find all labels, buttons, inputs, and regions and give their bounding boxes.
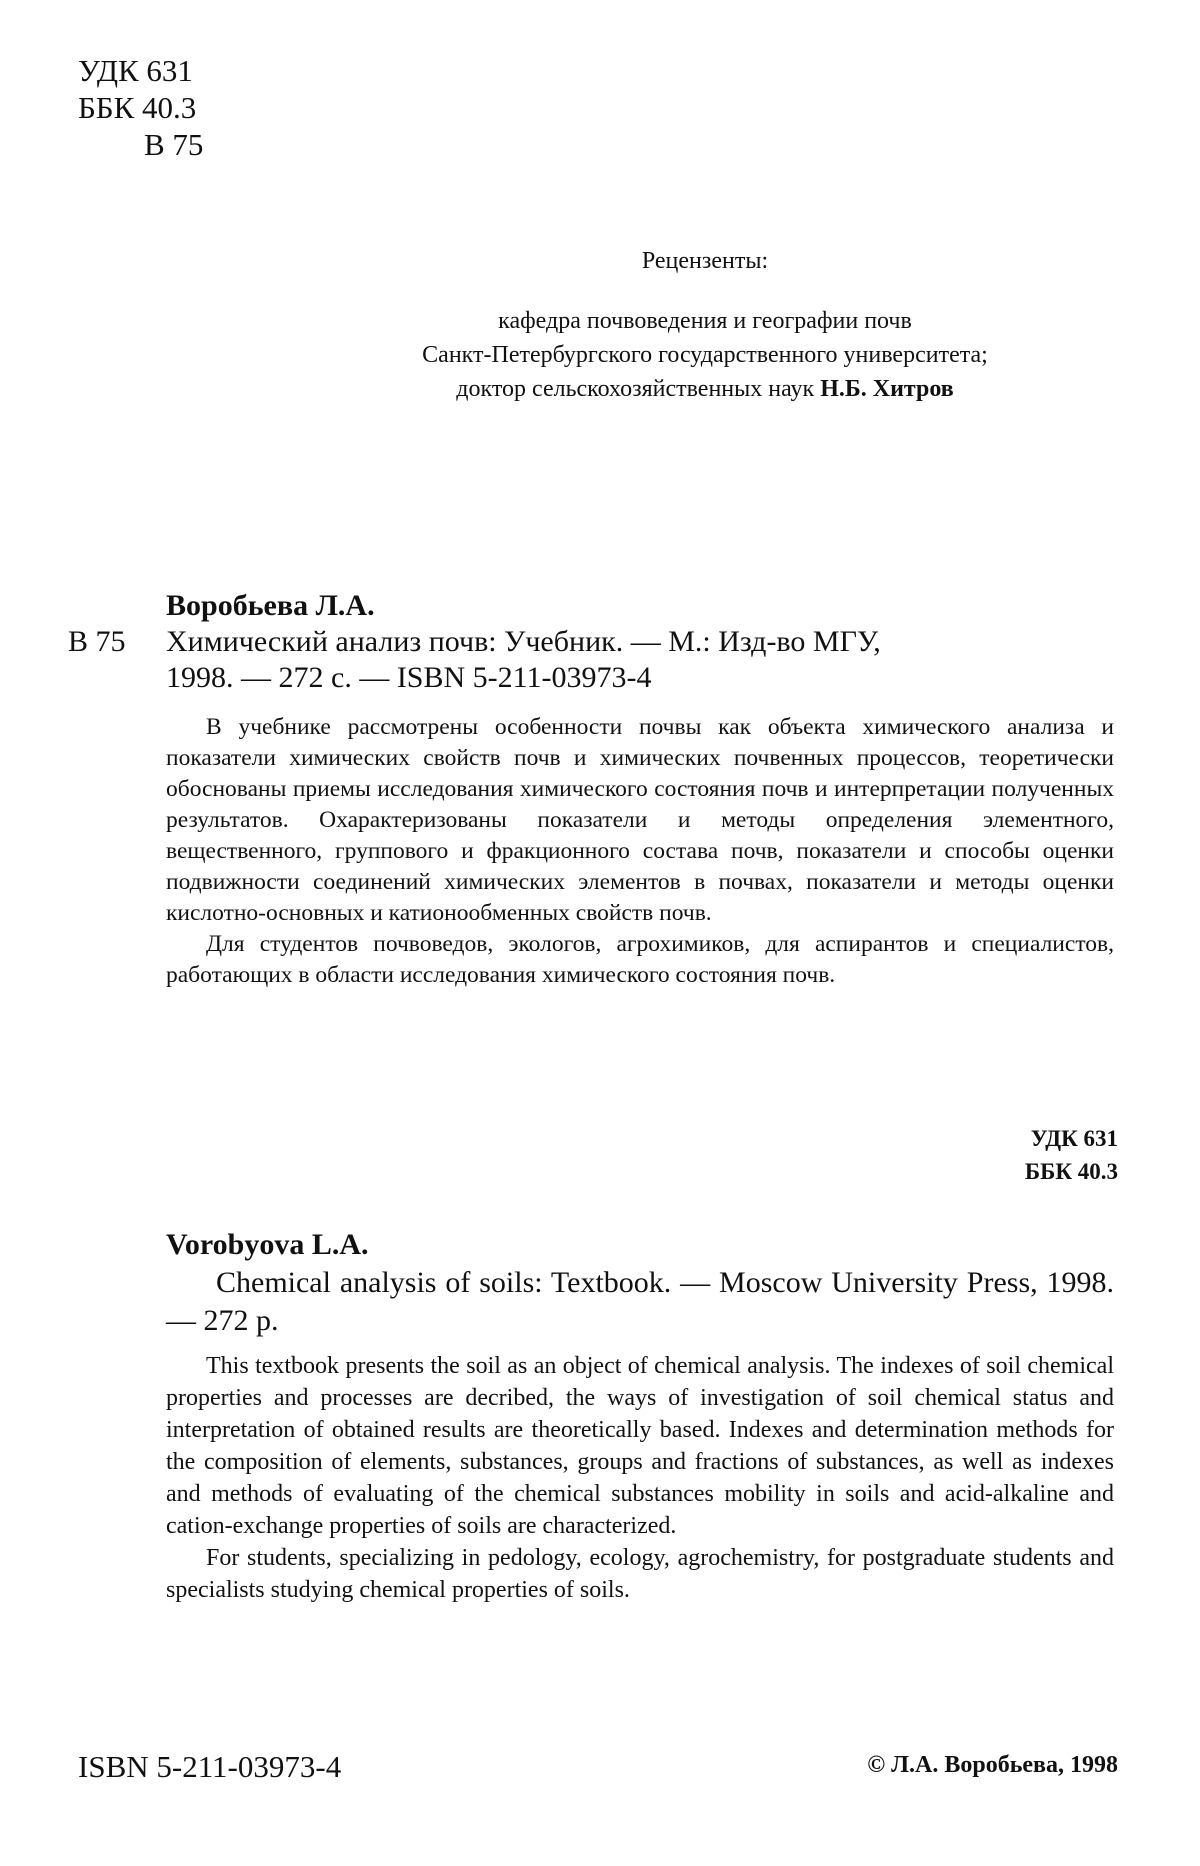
title-en: Chemical analysis of soils: Textbook. — Moscow University Press, 1998. — 272 p. xyxy=(166,1266,1114,1337)
author-ru: Воробьева Л.А. xyxy=(166,589,375,622)
title-ru xyxy=(68,624,1118,660)
bbk-code: ББК 40.3 xyxy=(78,90,197,125)
udk-code: УДК 631 xyxy=(78,53,193,88)
cutter-code: В 75 xyxy=(144,127,204,162)
title-ru-line-1: Химический анализ почв: Учебник. — М.: Изд-во МГУ, xyxy=(166,625,881,658)
reviewer-degree: доктор сельскохозяйственных наук xyxy=(456,376,821,402)
reviewers-line-3 xyxy=(240,372,1170,406)
russian-bibliographic-entry xyxy=(68,588,1118,991)
bbk-code-right: ББК 40.3 xyxy=(1024,1159,1118,1184)
abstract-en xyxy=(166,1350,1114,1606)
abstract-ru-paragraph-1: В учебнике рассмотрены особенности почвы как объекта химического анализа и показатели химических свойств почв и химических почвенных процессов, теоретически обоснованы приемы исследования химического состояния почв и интерпретации полученных результатов. Охарактеризованы показатели и методы определения элементного, вещественного, группового и фракционного состава почв, показатели и способы оценки подвижности соединений химических элементов в почвах, показатели и методы оценки кислотно-основных и катионообменных свойств почв. xyxy=(166,714,1114,926)
reviewers-heading: Рецензенты: xyxy=(641,248,769,274)
abstract-en-paragraph-2: For students, specializing in pedology, ecology, agrochemistry, for postgraduate students and specialists studying chemical properties of soils. xyxy=(166,1545,1114,1603)
author-en: Vorobyova L.A. xyxy=(166,1228,369,1261)
abstract-ru xyxy=(166,712,1114,991)
footer-copyright: © Л.А. Воробьева, 1998 xyxy=(867,1752,1118,1778)
english-bibliographic-entry xyxy=(166,1226,1114,1606)
footer-isbn: ISBN 5-211-03973-4 xyxy=(78,1749,342,1784)
reviewers-line-1: кафедра почвоведения и географии почв xyxy=(498,308,912,334)
abstract-en-paragraph-1: This textbook presents the soil as an object of chemical analysis. The indexes of soil chemical properties and processes are decribed, the ways of investigation of soil chemical status and interpretation of obtained results are theoretically based. Indexes and determination methods for the composition of elements, substances, groups and fractions of substances, as well as indexes and methods of evaluating of the chemical substances mobility in soils and acid-alkaline and cation-exchange properties of soils are characterized. xyxy=(166,1353,1114,1539)
reviewers-line-2: Санкт-Петербургского государственного университета; xyxy=(422,342,988,368)
abstract-ru-paragraph-2: Для студентов почвоведов, экологов, агрохимиков, для аспирантов и специалистов, работающих в области исследования химического состояния почв. xyxy=(166,931,1114,988)
classification-block xyxy=(78,52,203,163)
classification-right xyxy=(1025,1122,1118,1188)
title-ru-line-2: 1998. — 272 с. — ISBN 5-211-03973-4 xyxy=(166,661,652,694)
reviewers-block xyxy=(240,244,1170,406)
cutter-mark: В 75 xyxy=(68,625,126,658)
reviewer-name: Н.Б. Хитров xyxy=(820,376,954,402)
title-ru-continued xyxy=(68,660,1118,696)
udk-code-right: УДК 631 xyxy=(1030,1126,1118,1151)
